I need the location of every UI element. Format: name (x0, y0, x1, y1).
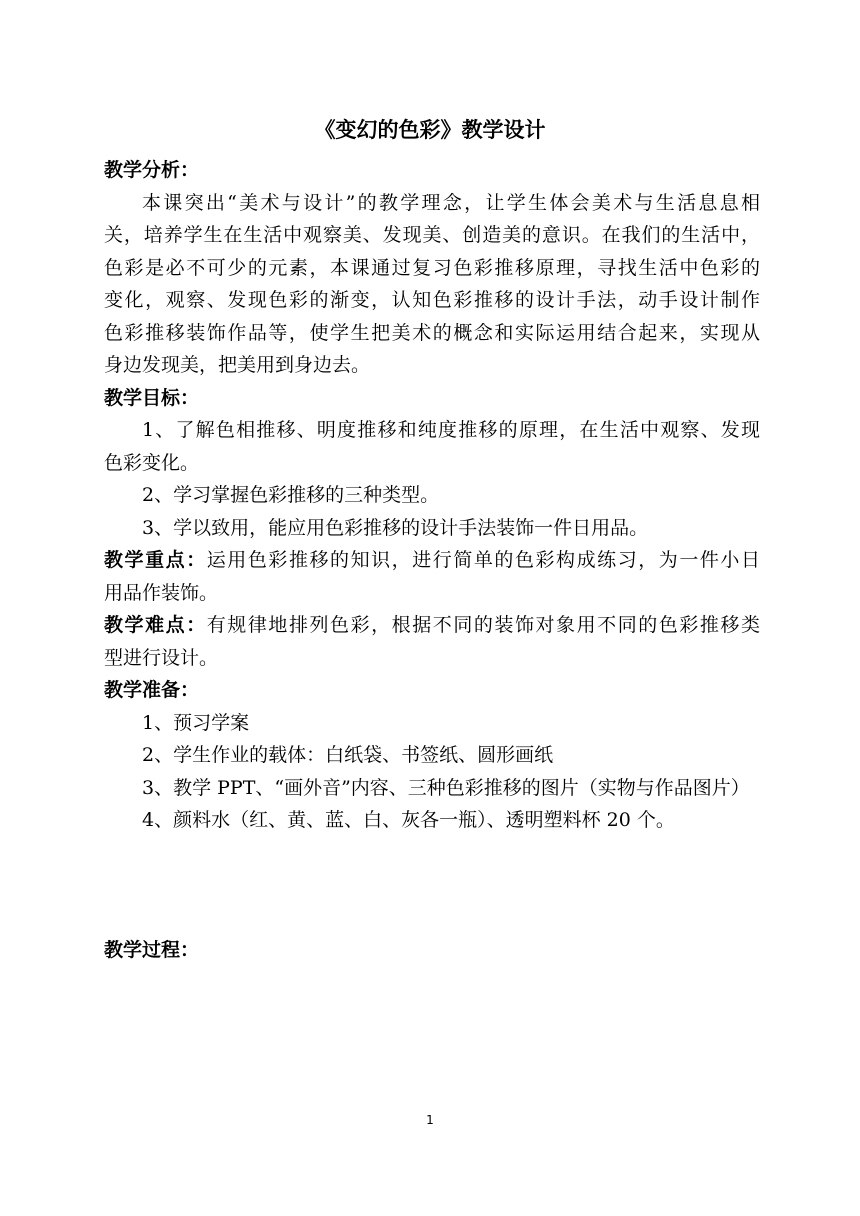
key-points-text: 运用色彩推移的知识，进行简单的色彩构成练习，为一件小日 (206, 549, 760, 571)
analysis-line: 变化，观察、发现色彩的渐变，认知色彩推移的设计手法，动手设计制作 (104, 289, 760, 311)
page-number: 1 (426, 1113, 434, 1127)
spacer (104, 837, 760, 934)
difficulties-line-continued: 型进行设计。 (104, 646, 219, 669)
preparation-item: 2、学生作业的载体：白纸袋、书签纸、圆形画纸 (142, 744, 554, 766)
analysis-line: 关，培养学生在生活中观察美、发现美、创造美的意识。在我们的生活中， (104, 224, 760, 246)
goals-heading: 教学目标： (104, 386, 200, 409)
goal-item-1: 1、了解色相推移、明度推移和纯度推移的原理，在生活中观察、发现 (142, 419, 760, 441)
preparation-item: 1、预习学案 (142, 711, 250, 734)
process-heading: 教学过程： (104, 938, 200, 961)
analysis-line: 本课突出“美术与设计”的教学理念，让学生体会美术与生活息息相 (142, 191, 760, 214)
difficulties-heading: 教学难点： (104, 614, 207, 636)
goal-item-2: 2、学习掌握色彩推移的三种类型。 (142, 484, 440, 506)
goal-item-1-continued: 色彩变化。 (104, 451, 200, 474)
analysis-line: 身边发现美，把美用到身边去。 (104, 354, 371, 376)
goal-item-3: 3、学以致用，能应用色彩推移的设计手法装饰一件日用品。 (142, 516, 649, 539)
key-points-heading: 教学重点： (104, 549, 207, 571)
key-points-line-continued: 用品作装饰。 (104, 581, 219, 604)
analysis-line: 色彩是必不可少的元素，本课通过复习色彩推移原理，寻找生活中色彩的 (104, 256, 760, 279)
analysis-line: 色彩推移装饰作品等，使学生把美术的概念和实际运用结合起来，实现从 (104, 321, 760, 344)
preparation-item: 4、颜料水（红、黄、蓝、白、灰各一瓶）、透明塑料杯 20 个。 (142, 809, 675, 831)
analysis-heading: 教学分析： (104, 159, 200, 181)
document-title: 《变幻的色彩》教学设计 (314, 118, 546, 142)
preparation-heading: 教学准备： (104, 679, 200, 701)
preparation-item: 3、教学 PPT、“画外音”内容、三种色彩推移的图片（实物与作品图片） (142, 776, 750, 799)
difficulties-line (104, 609, 760, 642)
document-body (104, 154, 760, 966)
difficulties-text: 有规律地排列色彩，根据不同的装饰对象用不同的色彩推移类 (206, 614, 760, 636)
key-points-line (104, 544, 760, 577)
